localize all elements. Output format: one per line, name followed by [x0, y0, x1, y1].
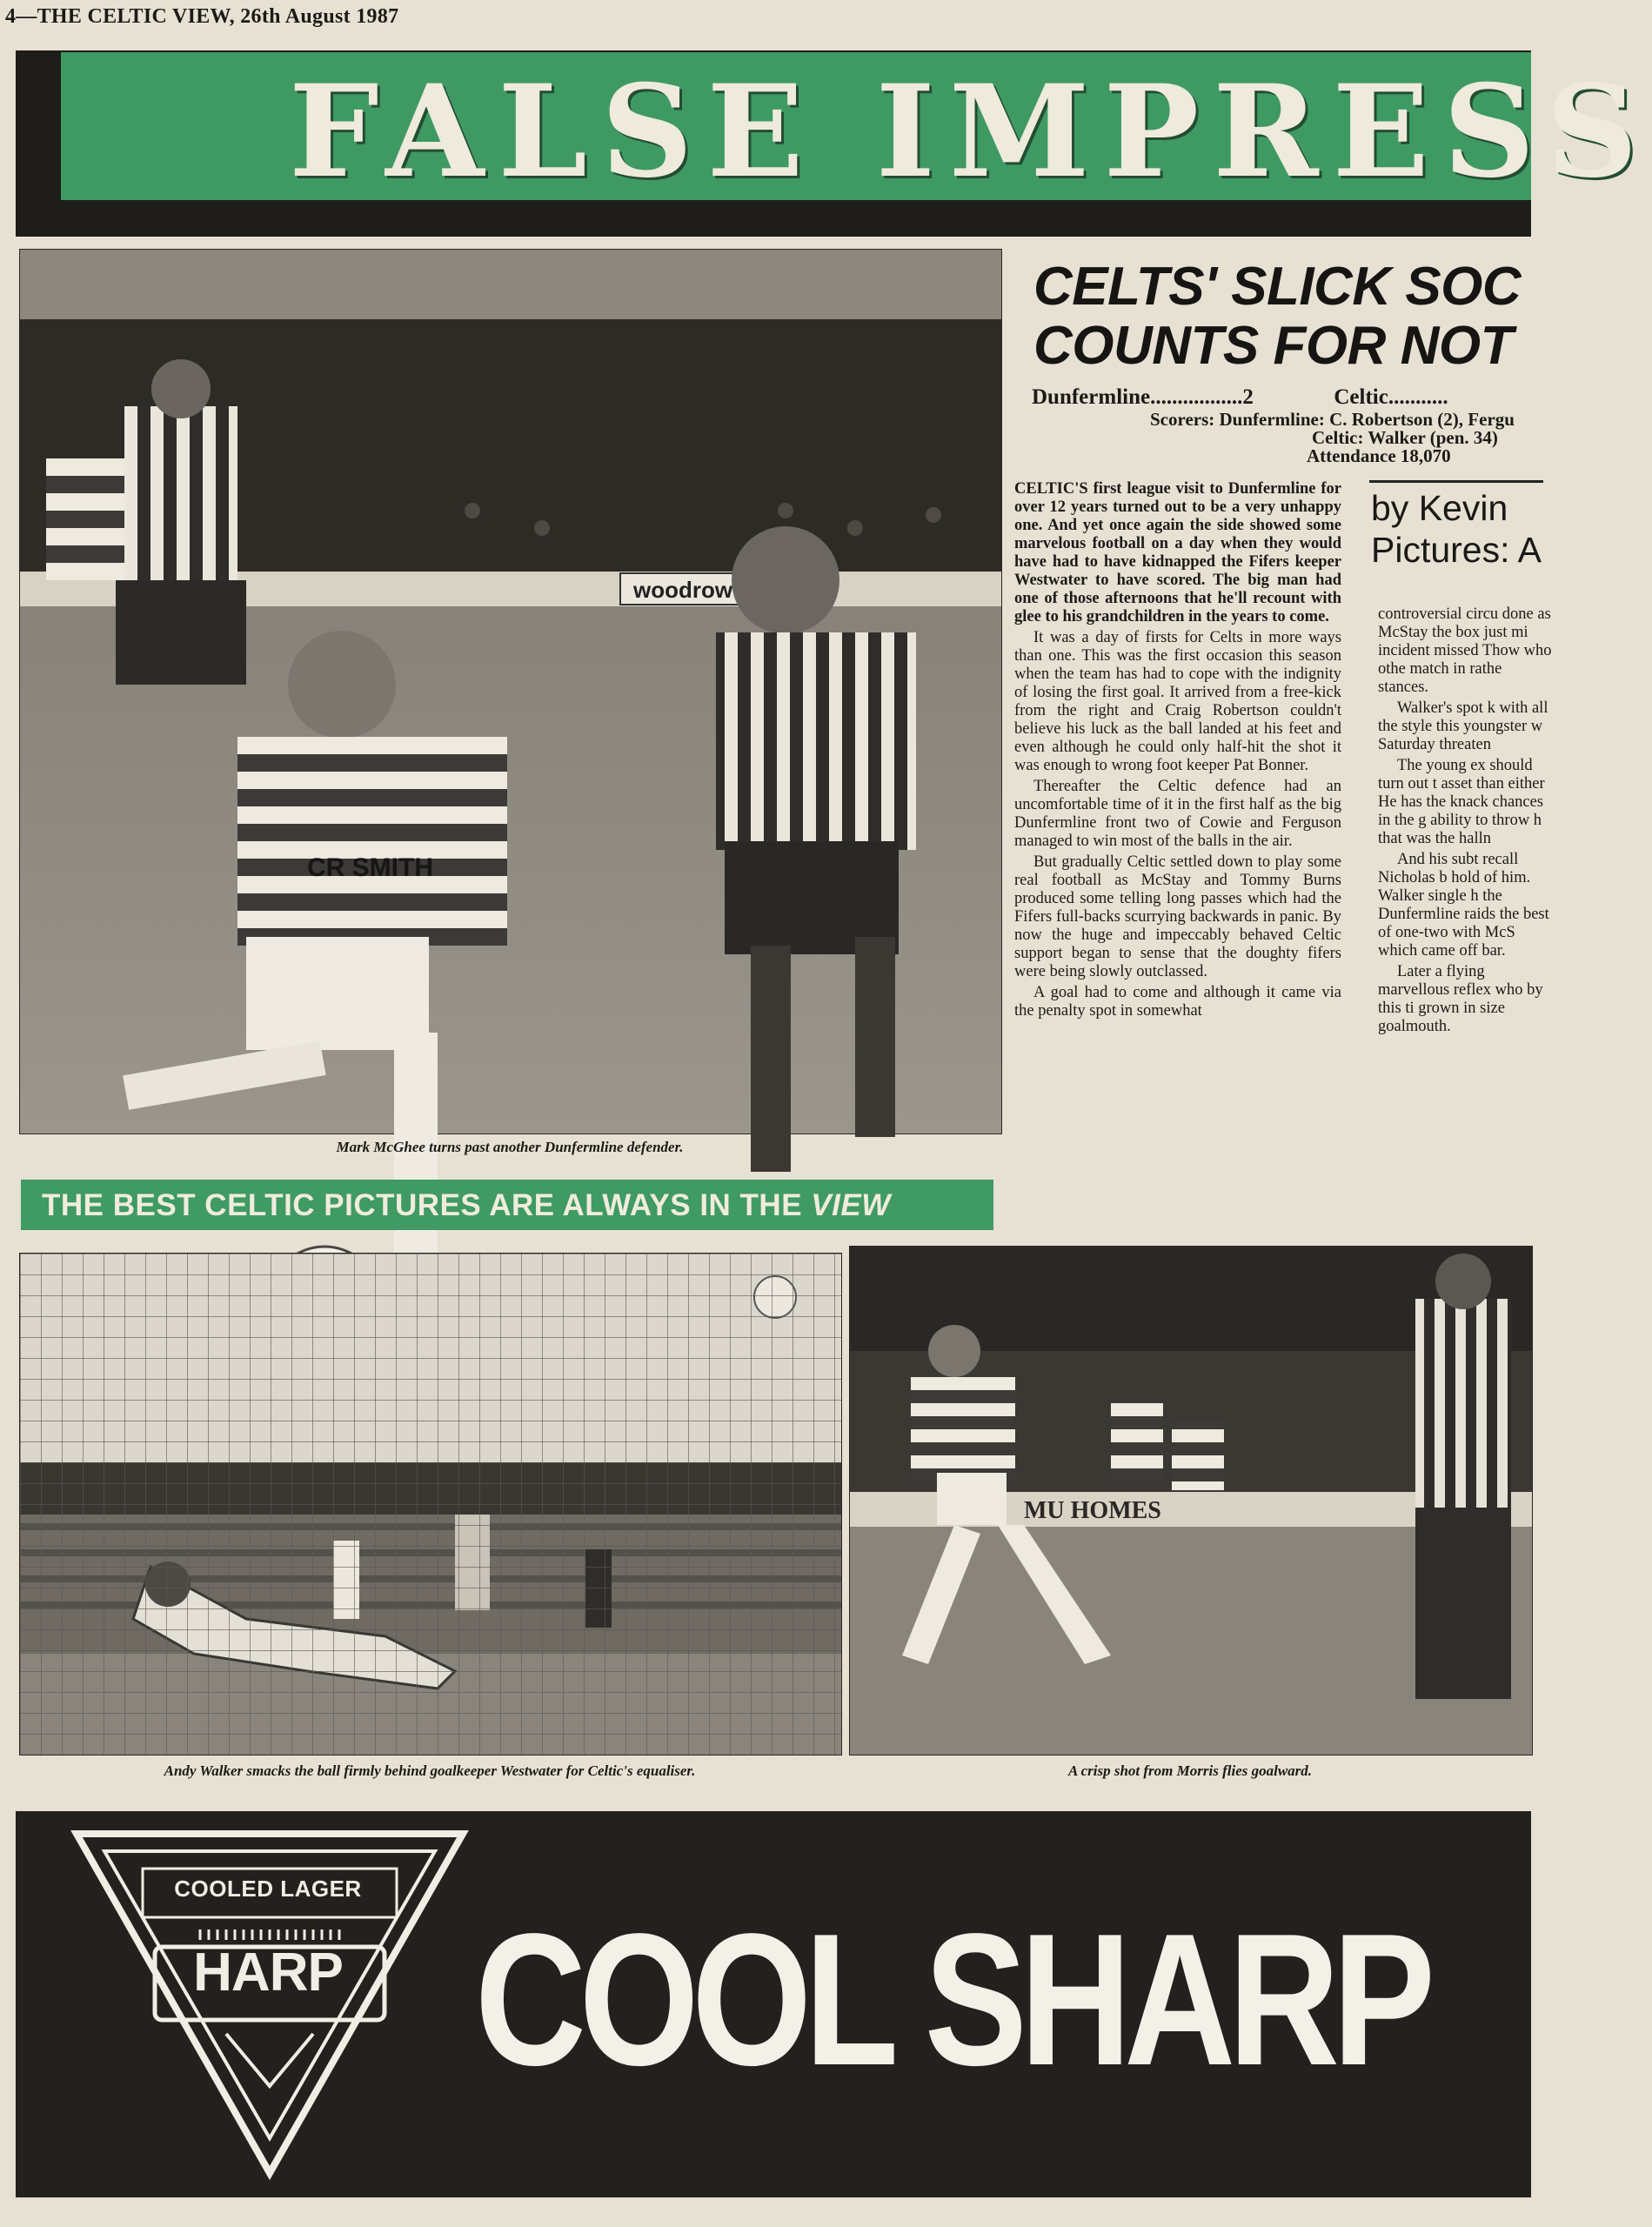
home-score: 2 — [1242, 385, 1254, 409]
byline-rule — [1369, 480, 1543, 483]
equaliser-photo-caption: Andy Walker smacks the ball firmly behind goalkeeper Westwater for Celtic's equaliser. — [164, 1762, 696, 1779]
main-shirt-sponsor: CR SMITH — [307, 853, 433, 882]
scorebox — [1032, 385, 1554, 465]
report-paragraph: The young ex should turn out t asset than either He has the knack chances in the g ability to throw h that was the halln — [1378, 757, 1545, 847]
morris-shot-photo-caption: A crisp shot from Morris flies goalward. — [1067, 1762, 1313, 1779]
promo-strip — [21, 1180, 993, 1230]
report-paragraph: Walker's spot k with all the style this youngster w Saturday threaten — [1378, 699, 1548, 753]
promo-text: THE BEST CELTIC PICTURES ARE ALWAYS IN THE — [42, 1188, 803, 1222]
morris-shot-photo — [849, 1246, 1533, 1756]
away-scorers: Celtic: Walker (pen. 34) — [1312, 427, 1498, 448]
scoreline: Dunfermline.................2 Celtic........... — [1032, 385, 1448, 409]
report-headline — [1033, 257, 1521, 376]
report-paragraph: Thereafter the Celtic defence had an uncomfortable time of it in the first half as the big Dunfermline front two of Cowie and Ferguson managed to win most of the balls in the air. — [1014, 778, 1341, 850]
home-team: Dunfermline — [1032, 385, 1151, 409]
attendance: Attendance 18,070 — [1307, 445, 1451, 466]
report-paragraph: A goal had to come and although it came via the penalty spot in somewhat — [1014, 984, 1341, 1020]
byline-pictures: Pictures: A — [1371, 530, 1542, 570]
main-photo-illustration — [20, 250, 1001, 1134]
right-ad-hoarding: MU HOMES — [1024, 1497, 1161, 1524]
morris-shot-photo-illustration — [850, 1247, 1532, 1755]
headline-banner — [61, 52, 1652, 206]
main-match-photo — [19, 249, 1002, 1134]
report-paragraph: controversial circu done as McStay the box just mi incident missed Thow who othe match in rathe stances. — [1378, 605, 1552, 696]
home-scorers: Scorers: Dunfermline: C. Robertson (2), Fergu — [1150, 409, 1515, 430]
equaliser-photo — [19, 1253, 842, 1756]
report-column-1 — [1014, 480, 1341, 1225]
headline-line-2: COUNTS FOR NOT — [1033, 316, 1513, 376]
report-paragraph: But gradually Celtic settled down to play some real football as McStay and Tommy Burns produced some telling long passes which had the Fifers full-backs scurrying backwards in panic. By now the huge and impeccably behaved Celtic support began to sense that the doughty fifers were being slowly outclassed. — [1014, 853, 1341, 980]
headline-line-1: CELTS' SLICK SOC — [1033, 257, 1522, 317]
away-team: Celtic — [1334, 385, 1388, 409]
match-report — [1014, 252, 1552, 1239]
ad-brand: HARP — [193, 1943, 343, 2003]
ad-slogan: COOL SHARP — [475, 1894, 1428, 2104]
byline-author: by Kevin — [1371, 488, 1508, 528]
report-column-2 — [1378, 605, 1552, 1354]
byline — [1371, 487, 1542, 571]
main-photo-caption: Mark McGhee turns past another Dunfermline defender. — [336, 1139, 684, 1155]
headline-banner-text: FALSE IMPRESS — [289, 57, 1652, 206]
page-folio: 4—THE CELTIC VIEW, 26th August 1987 — [5, 5, 399, 28]
report-paragraph: It was a day of firsts for Celts in more ways than one. This was the first occasion this season when the team has had to cope with the indignity of losing the first goal. It arrived from a free-kick from the right and Craig Robertson couldn't believe his luck as the ball landed at his feet and even although he could only half-hit the shot it was enough to wrong foot keeper Pat Bonner. — [1014, 629, 1341, 774]
equaliser-photo-illustration — [20, 1254, 841, 1755]
report-paragraph: And his subt recall Nicholas b hold of him. Walker single h the Dunfermline raids the best of one-two with McS which came off bar. — [1378, 851, 1549, 960]
main-ad-hoarding: woodrow — [633, 577, 733, 603]
report-paragraph: Later a flying marvellous reflex who by this ti grown in size goalmouth. — [1378, 963, 1543, 1035]
ad-tagline: COOLED LAGER — [174, 1876, 362, 1902]
harp-advertisement — [16, 1811, 1531, 2197]
report-paragraph: CELTIC'S first league visit to Dunfermline for over 12 years turned out to be a very unhappy one. And yet once again the side showed some marvelous football on a day when they would have had to have kidnapped the Fifers keeper Westwater to have scored. The big man had one of those afternoons that he'll recount with glee to his grandchildren in the years to come. — [1014, 480, 1341, 625]
promo-emphasis: VIEW — [811, 1188, 891, 1222]
